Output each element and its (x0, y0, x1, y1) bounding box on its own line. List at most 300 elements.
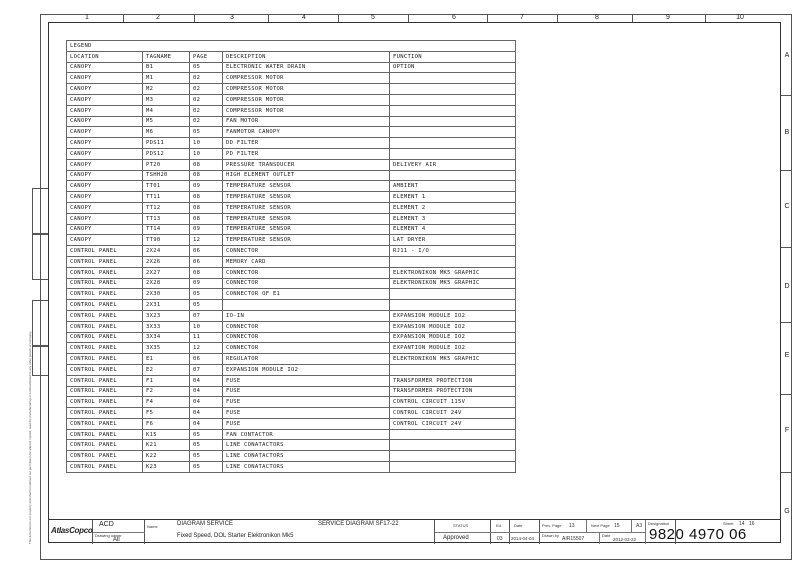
cell-function (390, 116, 516, 127)
cell-page: 04 (190, 386, 223, 397)
cell-location: CANOPY (67, 62, 143, 73)
cell-tagname: M5 (143, 116, 190, 127)
cell-description: CONNECTOR (223, 246, 390, 257)
name-line-1: DIAGRAM SERVICE (177, 521, 233, 527)
cell-function: ELEMENT 4 (390, 224, 516, 235)
cell-page: 05 (190, 300, 223, 311)
header-function: FUNCTION (390, 51, 516, 62)
cell-tagname: TT14 (143, 224, 190, 235)
header-description: DESCRIPTION (223, 51, 390, 62)
cell-location: CONTROL PANEL (67, 440, 143, 451)
cell-description: ELECTRONIC WATER DRAIN (223, 62, 390, 73)
status-cell (435, 520, 491, 544)
cell-location: CANOPY (67, 94, 143, 105)
cell-page: 09 (190, 181, 223, 192)
cell-function (390, 73, 516, 84)
cell-function (390, 148, 516, 159)
cell-description: LINE CONATACTORS (223, 451, 390, 462)
cell-description: TEMPERATURE SENSOR (223, 224, 390, 235)
cell-function: ELEKTRONIKON MK5 GRAPHIC (390, 267, 516, 278)
left-margin-box-1 (32, 188, 48, 234)
margin-copyright-note: This document is our property and shall not without our permission be altered, copied, used for manufacturing or communicated to any other person or company. (28, 330, 32, 544)
cell-tagname: 2X24 (143, 246, 190, 257)
cell-location: CONTROL PANEL (67, 267, 143, 278)
left-margin-box-3 (32, 300, 48, 346)
row-divider (781, 95, 792, 96)
cell-location: CANOPY (67, 73, 143, 84)
cell-location: CANOPY (67, 170, 143, 181)
logo-cell (48, 520, 93, 544)
legend-row (67, 159, 516, 170)
column-divider (487, 14, 488, 22)
cell-function (390, 300, 516, 311)
cell-location: CONTROL PANEL (67, 289, 143, 300)
cell-description: FUSE (223, 386, 390, 397)
cell-function: EXPANTION MODULE IO2 (390, 343, 516, 354)
header-page: PAGE (190, 51, 223, 62)
cell-page: 08 (190, 159, 223, 170)
cell-page: 12 (190, 235, 223, 246)
legend-row (67, 321, 516, 332)
cell-function (390, 138, 516, 149)
cell-description: PRESSURE TRANSDUCER (223, 159, 390, 170)
legend-row (67, 278, 516, 289)
column-number: 5 (371, 14, 375, 21)
cell-tagname: M2 (143, 84, 190, 95)
cell-page: 02 (190, 73, 223, 84)
legend-row (67, 289, 516, 300)
cell-function: AMBIENT (390, 181, 516, 192)
column-divider (338, 14, 339, 22)
cell-location: CONTROL PANEL (67, 321, 143, 332)
cell-function: CONTROL CIRCUIT 24V (390, 408, 516, 419)
cell-tagname: TT13 (143, 213, 190, 224)
legend-row (67, 138, 516, 149)
cell-page: 05 (190, 440, 223, 451)
cell-function: ELEKTRONIKON MK5 GRAPHIC (390, 278, 516, 289)
cell-location: CONTROL PANEL (67, 343, 143, 354)
cell-tagname: 2X30 (143, 289, 190, 300)
row-divider (781, 170, 792, 171)
sheet-label: Sheet (723, 521, 734, 526)
legend-row (67, 246, 516, 257)
cell-page: 10 (190, 321, 223, 332)
column-number: 10 (736, 14, 744, 21)
cell-description: CONNECTOR (223, 332, 390, 343)
cell-description: EXPANSION MODULE IO2 (223, 364, 390, 375)
legend-row (67, 62, 516, 73)
cell-description: HIGH ELEMENT OUTLET (223, 170, 390, 181)
cell-tagname: K15 (143, 429, 190, 440)
cell-tagname: M1 (143, 73, 190, 84)
title-block (48, 519, 781, 544)
cell-location: CANOPY (67, 116, 143, 127)
cell-location: CONTROL PANEL (67, 408, 143, 419)
legend-row (67, 386, 516, 397)
designation-cell (645, 520, 781, 544)
row-divider (781, 322, 792, 323)
cell-page: 02 (190, 84, 223, 95)
edition-cell (491, 520, 510, 544)
column-number: 3 (230, 14, 234, 21)
legend-row (67, 148, 516, 159)
cell-description (223, 300, 390, 311)
cell-page: 08 (190, 192, 223, 203)
name-label: Name (147, 524, 158, 529)
status-label: STATUS (453, 523, 469, 528)
cell-description: CONNECTOR (223, 278, 390, 289)
cell-description: PD FILTER (223, 148, 390, 159)
cell-page: 02 (190, 116, 223, 127)
cell-page: 06 (190, 354, 223, 365)
cell-tagname: PT20 (143, 159, 190, 170)
column-number: 1 (85, 14, 89, 21)
cell-tagname: 3X34 (143, 332, 190, 343)
legend-table (66, 40, 516, 473)
cell-description: CONNECTOR (223, 267, 390, 278)
cell-function: CONTROL CIRCUIT 24V (390, 418, 516, 429)
cell-description: CONNECTOR (223, 343, 390, 354)
cell-tagname: TT11 (143, 192, 190, 203)
header-location: LOCATION (67, 51, 143, 62)
sheet-total: 16 (749, 521, 755, 527)
cell-description: FANMOTOR CANOPY (223, 127, 390, 138)
legend-row (67, 354, 516, 365)
cell-description: DD FILTER (223, 138, 390, 149)
cell-page: 05 (190, 429, 223, 440)
cell-tagname: 2X26 (143, 256, 190, 267)
cell-page: 08 (190, 267, 223, 278)
legend-row (67, 462, 516, 473)
legend-row (67, 429, 516, 440)
cell-tagname: TSHH20 (143, 170, 190, 181)
cell-page: 09 (190, 278, 223, 289)
cell-location: CONTROL PANEL (67, 246, 143, 257)
cell-location: CONTROL PANEL (67, 386, 143, 397)
cell-tagname: 2X31 (143, 300, 190, 311)
legend-row (67, 181, 516, 192)
legend-row (67, 170, 516, 181)
date-value: 2014-04-04 (511, 536, 535, 541)
cell-description: FUSE (223, 418, 390, 429)
column-divider (705, 14, 706, 22)
cell-page: 04 (190, 418, 223, 429)
row-letter: A (784, 52, 790, 59)
legend-header-row (67, 51, 516, 62)
legend-row (67, 332, 516, 343)
cell-page: 04 (190, 397, 223, 408)
edition-value: 03 (497, 536, 503, 542)
cell-page: 05 (190, 62, 223, 73)
cell-page: 06 (190, 246, 223, 257)
cell-description: CONNECTOR OF E1 (223, 289, 390, 300)
cell-location: CANOPY (67, 192, 143, 203)
cell-function: ELEMENT 2 (390, 202, 516, 213)
cell-description: FUSE (223, 397, 390, 408)
cell-description: MEMORY CARD (223, 256, 390, 267)
cell-tagname: K22 (143, 451, 190, 462)
cell-function: ELEMENT 1 (390, 192, 516, 203)
legend-row (67, 192, 516, 203)
legend-row (67, 267, 516, 278)
column-divider (557, 14, 558, 22)
cell-tagname: M6 (143, 127, 190, 138)
designation-label: Designation (648, 521, 670, 526)
cell-page: 07 (190, 310, 223, 321)
cell-function (390, 94, 516, 105)
cell-description: TEMPERATURE SENSOR (223, 213, 390, 224)
cell-function: DELIVERY AIR (390, 159, 516, 170)
next-page-value: 15 (614, 523, 620, 529)
cell-function: EXPANSION MODULE IO2 (390, 332, 516, 343)
cell-page: 04 (190, 408, 223, 419)
cell-function (390, 289, 516, 300)
edition-label: Ed. (496, 523, 503, 528)
prev-page-label: Prev. Page (542, 523, 562, 528)
row-divider (781, 472, 792, 473)
cell-tagname: 3X35 (143, 343, 190, 354)
cell-tagname: 3X23 (143, 310, 190, 321)
cell-location: CANOPY (67, 213, 143, 224)
status-value: Approved (443, 535, 469, 541)
column-number-strip (48, 14, 781, 22)
cell-location: CANOPY (67, 148, 143, 159)
cell-function (390, 127, 516, 138)
legend-row (67, 418, 516, 429)
cell-page: 12 (190, 343, 223, 354)
cell-tagname: F2 (143, 386, 190, 397)
cell-function: ELEKTRONIKON MK5 GRAPHIC (390, 354, 516, 365)
column-number: 8 (595, 14, 599, 21)
left-margin-box-2 (32, 234, 48, 280)
row-divider (781, 247, 792, 248)
cell-location: CANOPY (67, 202, 143, 213)
column-number: 7 (520, 14, 524, 21)
legend-row (67, 116, 516, 127)
cell-tagname: M4 (143, 105, 190, 116)
cell-function: TRANSFORMER PROTECTION (390, 386, 516, 397)
cell-description: FAN CONTACTOR (223, 429, 390, 440)
cell-function: EXPANSION MODULE IO2 (390, 310, 516, 321)
cell-location: CANOPY (67, 105, 143, 116)
cell-location: CONTROL PANEL (67, 451, 143, 462)
cell-tagname: F1 (143, 375, 190, 386)
cell-tagname: 3X33 (143, 321, 190, 332)
cell-tagname: F5 (143, 408, 190, 419)
cell-location: CONTROL PANEL (67, 364, 143, 375)
column-divider (408, 14, 409, 22)
left-margin-box-4 (32, 346, 48, 376)
cell-tagname: F4 (143, 397, 190, 408)
cell-tagname: K21 (143, 440, 190, 451)
column-divider (194, 14, 195, 22)
legend-row (67, 202, 516, 213)
cell-function: EXPANSION MODULE IO2 (390, 321, 516, 332)
cell-location: CONTROL PANEL (67, 418, 143, 429)
cell-tagname: PDS12 (143, 148, 190, 159)
cell-tagname: 2X28 (143, 278, 190, 289)
cell-location: CANOPY (67, 235, 143, 246)
row-letter: E (784, 352, 790, 359)
cell-description: TEMPERATURE SENSOR (223, 202, 390, 213)
cell-location: CANOPY (67, 138, 143, 149)
column-number: 2 (156, 14, 160, 21)
column-divider (123, 14, 124, 22)
cell-location: CONTROL PANEL (67, 462, 143, 473)
cell-tagname: TT01 (143, 181, 190, 192)
designation-number: 9820 4970 06 (649, 526, 747, 543)
cell-page: 07 (190, 364, 223, 375)
cell-description: COMPRESSOR MOTOR (223, 84, 390, 95)
legend-row (67, 440, 516, 451)
cell-tagname: E1 (143, 354, 190, 365)
column-number: 4 (302, 14, 306, 21)
cell-function (390, 170, 516, 181)
atlas-copco-logo: AtlasCopco (51, 526, 93, 535)
legend-row (67, 256, 516, 267)
legend-row (67, 451, 516, 462)
legend-row (67, 127, 516, 138)
cell-function: TRANSFORMER PROTECTION (390, 375, 516, 386)
drawing-owner-label: Drawing owner (95, 533, 122, 538)
legend-row (67, 73, 516, 84)
row-letter: F (784, 427, 790, 434)
cell-function (390, 462, 516, 473)
cell-tagname: B1 (143, 62, 190, 73)
cell-location: CANOPY (67, 224, 143, 235)
row-letter: C (784, 203, 790, 210)
cell-function (390, 440, 516, 451)
cell-description: FUSE (223, 375, 390, 386)
column-divider (268, 14, 269, 22)
date2-label: Date (602, 533, 611, 538)
sheet-value: 14 (739, 521, 745, 527)
cell-location: CONTROL PANEL (67, 256, 143, 267)
cell-description: TEMPERATURE SENSOR (223, 192, 390, 203)
cell-description: COMPRESSOR MOTOR (223, 105, 390, 116)
cell-description: IO-IN (223, 310, 390, 321)
cell-location: CONTROL PANEL (67, 278, 143, 289)
cell-tagname: PDS11 (143, 138, 190, 149)
legend-row (67, 224, 516, 235)
cell-location: CANOPY (67, 159, 143, 170)
cell-page: 05 (190, 289, 223, 300)
legend-row (67, 84, 516, 95)
date2-value: 2012-03-22 (613, 537, 637, 542)
cell-tagname: 2X27 (143, 267, 190, 278)
row-letter: D (784, 283, 790, 290)
legend-row (67, 105, 516, 116)
cell-tagname: F6 (143, 418, 190, 429)
cell-tagname: TT90 (143, 235, 190, 246)
cell-location: CANOPY (67, 84, 143, 95)
cell-page: 11 (190, 332, 223, 343)
cell-description: COMPRESSOR MOTOR (223, 73, 390, 84)
cell-tagname: M3 (143, 94, 190, 105)
cell-function (390, 105, 516, 116)
cell-function (390, 364, 516, 375)
cell-description: LINE CONATACTORS (223, 462, 390, 473)
drawing-subtitle: Fixed Speed, DOL Starter Elektronikon Mk5 (177, 533, 294, 539)
cell-tagname: K23 (143, 462, 190, 473)
legend-row (67, 300, 516, 311)
prev-page-value: 13 (569, 523, 575, 529)
cell-description: REGULATOR (223, 354, 390, 365)
cell-description: LINE CONATACTORS (223, 440, 390, 451)
cell-description: FUSE (223, 408, 390, 419)
code-value: ACD (99, 521, 114, 528)
date-label: Date (514, 523, 523, 528)
drawn-by-label: Drawn by (542, 533, 559, 538)
cell-location: CONTROL PANEL (67, 310, 143, 321)
cell-location: CONTROL PANEL (67, 429, 143, 440)
drawn-by-value: AIR15507 (562, 536, 585, 542)
cell-function: ELEMENT 3 (390, 213, 516, 224)
cell-tagname: TT12 (143, 202, 190, 213)
cell-page: 08 (190, 213, 223, 224)
cell-function (390, 256, 516, 267)
legend-row (67, 213, 516, 224)
cell-page: 08 (190, 170, 223, 181)
cell-location: CONTROL PANEL (67, 375, 143, 386)
cell-page: 02 (190, 94, 223, 105)
cell-description: CONNECTOR (223, 321, 390, 332)
legend-row (67, 408, 516, 419)
cell-description: FAN MOTOR (223, 116, 390, 127)
column-number: 6 (452, 14, 456, 21)
format-value: A3 (636, 523, 643, 529)
legend-row (67, 310, 516, 321)
cell-page: 05 (190, 462, 223, 473)
cell-description: COMPRESSOR MOTOR (223, 94, 390, 105)
cell-function: LAT DRYER (390, 235, 516, 246)
row-divider (781, 394, 792, 395)
cell-location: CONTROL PANEL (67, 332, 143, 343)
cell-page: 10 (190, 148, 223, 159)
legend-row (67, 94, 516, 105)
cell-page: 06 (190, 256, 223, 267)
cell-page: 10 (190, 138, 223, 149)
cell-description: TEMPERATURE SENSOR (223, 235, 390, 246)
cell-location: CANOPY (67, 127, 143, 138)
cell-function (390, 84, 516, 95)
legend-row (67, 343, 516, 354)
cell-location: CONTROL PANEL (67, 354, 143, 365)
legend-row (67, 364, 516, 375)
header-tagname: TAGNAME (143, 51, 190, 62)
legend-title: LEGEND (67, 41, 516, 52)
row-letter: B (784, 129, 790, 136)
cell-function (390, 451, 516, 462)
cell-page: 02 (190, 105, 223, 116)
cell-page: 05 (190, 451, 223, 462)
cell-page: 04 (190, 375, 223, 386)
cell-page: 08 (190, 202, 223, 213)
date-cell (510, 520, 540, 544)
name-cell (145, 520, 435, 544)
cell-function: CONTROL CIRCUIT 115V (390, 397, 516, 408)
cell-function (390, 429, 516, 440)
cell-function: OPTION (390, 62, 516, 73)
column-number: 9 (666, 14, 670, 21)
column-divider (632, 14, 633, 22)
cell-location: CANOPY (67, 181, 143, 192)
cell-function: RJ11 - I/O (390, 246, 516, 257)
cell-description: TEMPERATURE SENSOR (223, 181, 390, 192)
drawing-owner-value: All (113, 537, 120, 543)
legend-row (67, 375, 516, 386)
next-page-label: Next Page (591, 523, 610, 528)
